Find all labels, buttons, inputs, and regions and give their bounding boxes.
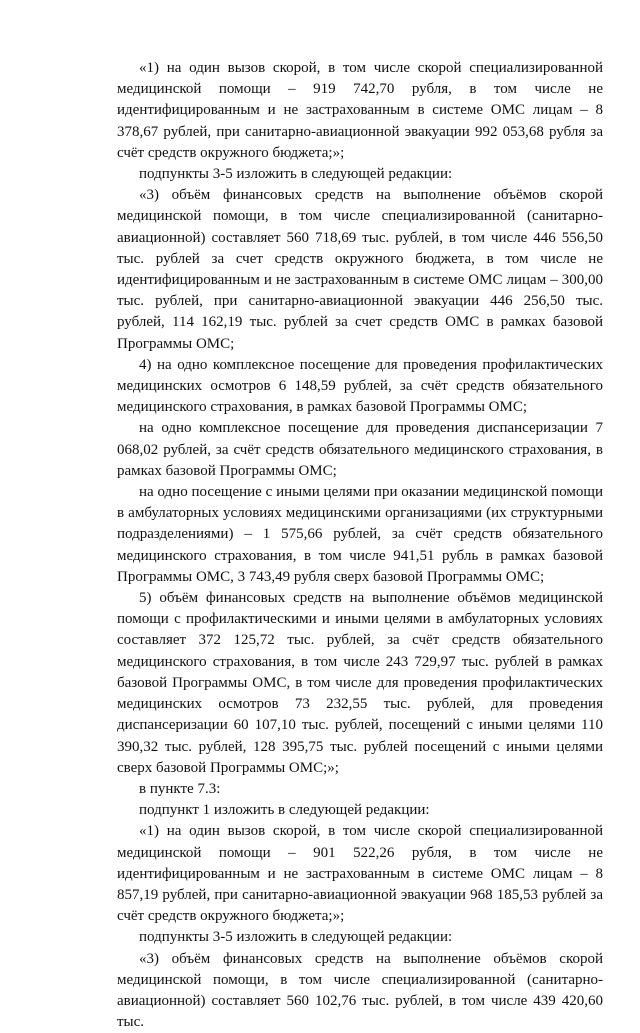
document-body <box>117 58 603 1033</box>
paragraph: «3) объём финансовых средств на выполнение объёмов скорой медицинской помощи, в том числе специализированной (санитарно-авиационной) составляет 560 718,69 тыс. рублей, в том числе 446 556,50 тыс. рублей за счет средств окружного бюджета, в том числе не идентифицированным и не застрахованным в системе ОМС лицам – 300,00 тыс. рублей, при санитарно-авиационной эвакуации 446 256,50 тыс. рублей, 114 162,19 тыс. рублей за счет средств ОМС в рамках базовой Программы ОМС; <box>117 187 603 352</box>
paragraph: подпункты 3-5 изложить в следующей редакции: <box>139 929 453 946</box>
paragraph: «3) объём финансовых средств на выполнение объёмов скорой медицинской помощи, в том числе специализированной (санитарно-авиационной) составляет 560 102,76 тыс. рублей, в том числе 439 420,60 тыс. <box>117 950 603 1031</box>
paragraph: подпункты 3-5 изложить в следующей редакции: <box>139 166 453 183</box>
paragraph: в пункте 7.3: <box>139 780 221 797</box>
paragraph: 4) на одно комплексное посещение для проведения профилактических медицинских осмотров 6 148,59 рублей, за счёт средств обязательного медицинского страхования, в рамках базовой Программы ОМС; <box>117 356 603 416</box>
paragraph: подпункт 1 изложить в следующей редакции: <box>139 802 430 819</box>
paragraph: на одно комплексное посещение для проведения диспансеризации 7 068,02 рублей, за счёт средств обязательного медицинского страхования, в рамках базовой Программы ОМС; <box>117 420 603 479</box>
paragraph: на одно посещение с иными целями при оказании медицинской помощи в амбулаторных условиях медицинскими организациями (их структурными подразделениями) – 1 575,66 рублей, за счёт средств обязательного медицинского страхования, в том числе 941,51 рубль в рамках базовой Программы ОМС, 3 743,49 рубля сверх базовой Программы ОМС; <box>117 484 603 585</box>
paragraph: «1) на один вызов скорой, в том числе скорой специализированной медицинской помощи – 919 742,70 рубля, в том числе не идентифицированным и не застрахованным в системе ОМС лицам – 8 378,67 рублей, при санитарно-авиационной эвакуации 992 053,68 рубля за счёт средств окружного бюджета;»; <box>117 60 603 161</box>
paragraph: «1) на один вызов скорой, в том числе скорой специализированной медицинской помощи – 901 522,26 рубля, в том числе не идентифицированным и не застрахованным в системе ОМС лицам – 8 857,19 рублей, при санитарно-авиационной эвакуации 968 185,53 рублей за счёт средств окружного бюджета;»; <box>117 823 603 925</box>
paragraph: 5) объём финансовых средств на выполнение объёмов медицинской помощи с профилактическими и иными целями в амбулаторных условиях составляет 372 125,72 тыс. рублей, за счёт средств обязательного медицинского страхования, в том числе 243 729,97 тыс. рублей в рамках базовой Программы ОМС, в том числе для проведения профилактических медицинских осмотров 73 232,55 тыс. рублей, для проведения диспансеризации 60 107,10 тыс. рублей, посещений с иными целями 110 390,32 тыс. рублей, 128 395,75 тыс. рублей посещений с иными целями сверх базовой Программы ОМС;»; <box>117 590 603 776</box>
